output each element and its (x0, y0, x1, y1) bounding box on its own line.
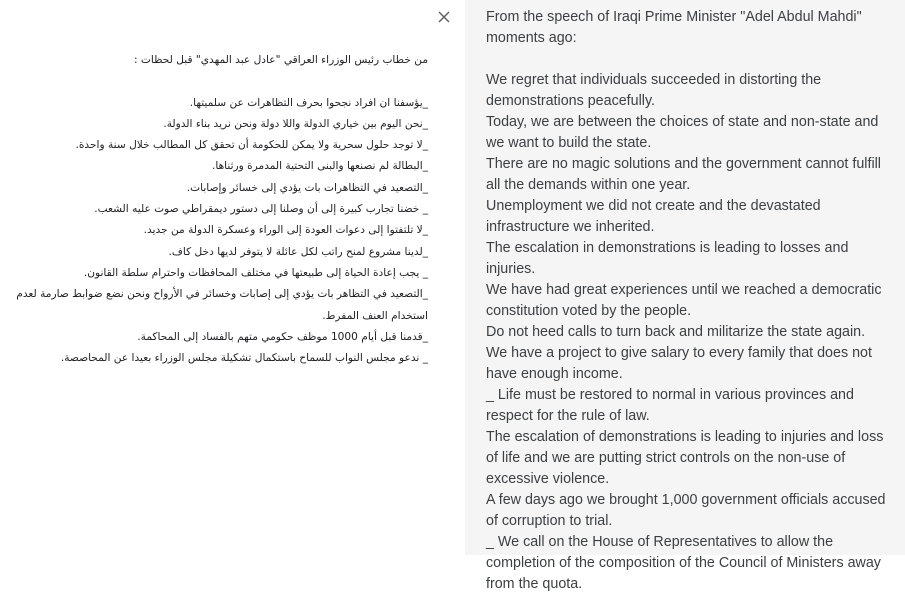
translation-line: We have had great experiences until we reached a democratic constitution voted by the people. (486, 282, 882, 319)
translation-line: Today, we are between the choices of state and non-state and we want to build the state. (486, 114, 879, 151)
source-line: _نحن اليوم بين خياري الدولة واللا دولة ونحن نريد بناء الدولة. (163, 117, 428, 130)
source-text[interactable] (4, 50, 428, 369)
source-line: _قدمنا قبل أيام 1000 موظف حكومي متهم بالفساد إلى المحاكمة. (137, 330, 428, 343)
source-line: _البطالة لم نصنعها والبنى التحتية المدمرة ورثناها. (211, 160, 428, 173)
source-line: _يؤسفنا ان افراد نجحوا بحرف التظاهرات عن سلميتها. (189, 96, 428, 109)
clear-source-button[interactable] (433, 6, 455, 28)
source-line: _ خضنا تجارب كبيرة إلى أن وصلنا إلى دستور ديمقراطي صوت عليه الشعب. (94, 203, 428, 216)
translation-line: _ We call on the House of Representatives to allow the completion of the composition of the Council of Ministers away from the quota. (486, 534, 881, 592)
translation-line: A few days ago we brought 1,000 government officials accused of corruption to trial. (486, 492, 886, 529)
source-line: _لا توجد حلول سحرية ولا يمكن للحكومة أن تحقق كل المطالب خلال سنة واحدة. (75, 139, 428, 152)
source-line: _ يجب إعادة الحياة إلى طبيعتها في مختلف المحافظات واحترام سلطة القانون. (83, 266, 428, 279)
source-header: من خطاب رئيس الوزراء العراقي "عادل عبد المهدي" قبل لحظات : (133, 54, 428, 66)
translation-text[interactable] (465, 0, 905, 595)
translation-line: Unemployment we did not create and the devastated infrastructure we inherited. (486, 198, 821, 235)
source-line: _ ندعو مجلس النواب للسماح باستكمال تشكيلة مجلس الوزراء بعيدا عن المحاصصة. (60, 352, 428, 365)
translation-line: _ Life must be restored to normal in various provinces and respect for the rule of law. (486, 387, 854, 424)
translation-line: Do not heed calls to turn back and militarize the state again. (486, 324, 866, 340)
translation-line: The escalation in demonstrations is leading to losses and injuries. (486, 240, 849, 277)
source-line: _التصعيد في التظاهر بات يؤدي إلى إصابات وخسائر في الأرواح ونحن نضع ضوابط صارمة لعدم استخدام العنف المفرط. (16, 288, 428, 322)
close-icon (438, 11, 450, 23)
source-text-pane[interactable] (0, 0, 465, 555)
source-line: _التصعيد في التظاهرات بات يؤدي إلى خسائر وإصابات. (186, 181, 428, 194)
translation-line: There are no magic solutions and the government cannot fulfill all the demands within one year. (486, 156, 881, 193)
translation-header: From the speech of Iraqi Prime Minister "Adel Abdul Mahdi" (486, 9, 862, 25)
translation-header-cont: moments ago: (486, 30, 577, 46)
translation-line: We regret that individuals succeeded in distorting the demonstrations peacefully. (486, 72, 822, 109)
translation-pane (465, 0, 905, 592)
translation-line: We have a project to give salary to every family that does not have enough income. (486, 345, 872, 382)
source-line: _لدينا مشروع لمنح راتب لكل عائلة لا يتوفر لديها دخل كاف. (168, 245, 428, 258)
source-line: _لا تلتفتوا إلى دعوات العودة إلى الوراء وعسكرة الدولة من جديد. (143, 224, 428, 237)
translation-line: The escalation of demonstrations is leading to injuries and loss of life and we are putting strict controls on the non-use of excessive violence. (486, 429, 884, 487)
